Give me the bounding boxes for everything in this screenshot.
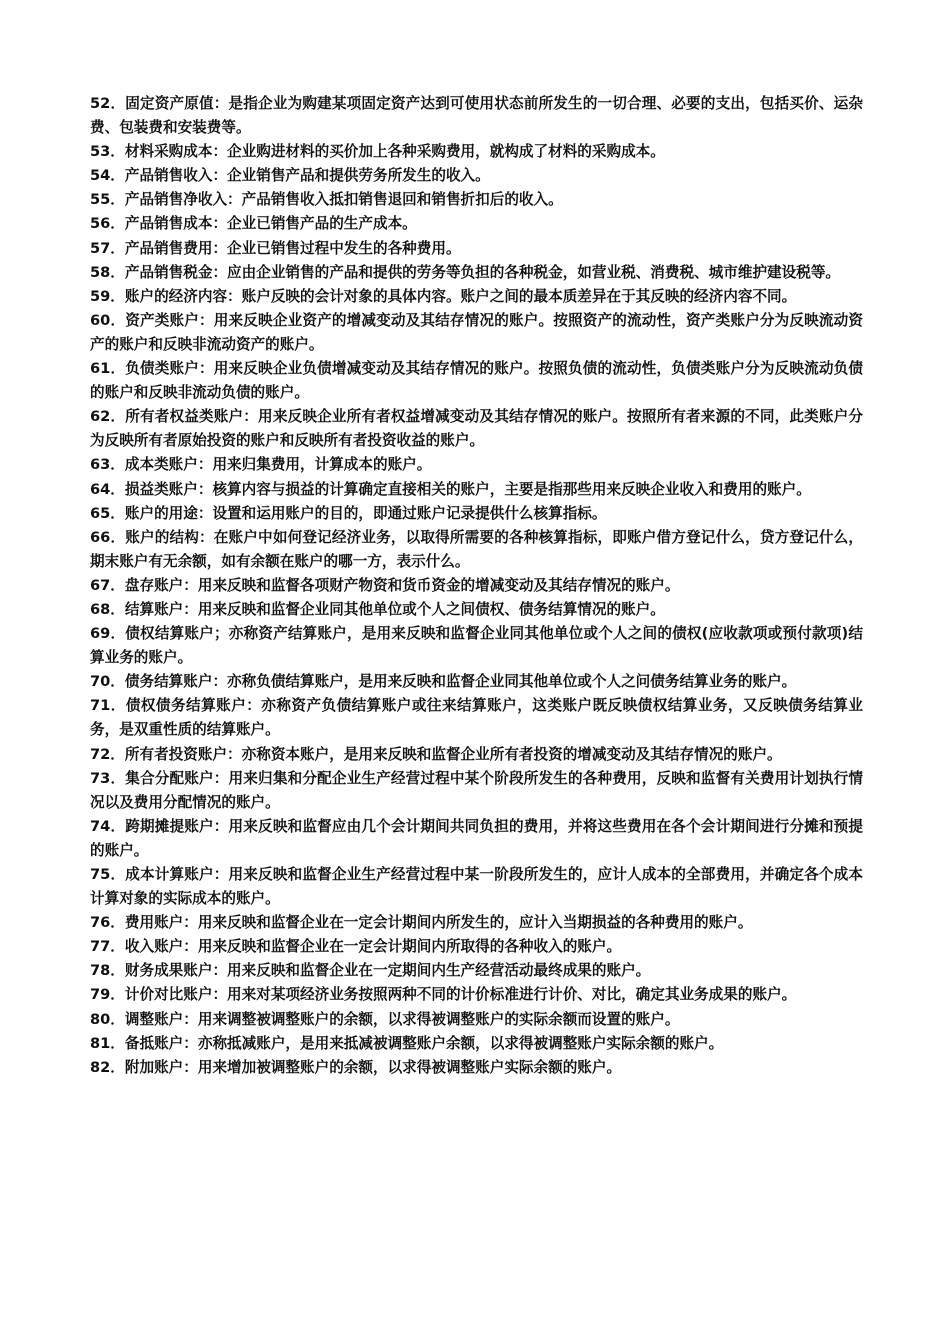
glossary-entry-70: 70．债务结算账户：亦称负债结算账户，是用来反映和监督企业同其他单位或个人之问债务结算业务的账户。 bbox=[90, 673, 797, 691]
glossary-entry-73: 73．集合分配账户：用来归集和分配企业生产经营过程中某个阶段所发生的各种费用，反映和监督有关费用计划执行情况以及费用分配情况的账户。 bbox=[90, 769, 863, 811]
glossary-entry-77: 77．收入账户：用来反映和监督企业在一定会计期间内所取得的各种收入的账户。 bbox=[90, 938, 622, 956]
glossary-entry-59: 59．账户的经济内容：账户反映的会计对象的具体内容。账户之间的最本质差异在于其反映的经济内容不同。 bbox=[90, 287, 797, 305]
glossary-entry-61: 61．负债类账户：用来反映企业负债增减变动及其结存情况的账户。按照负债的流动性，负债类账户分为反映流动负债的账户和反映非流动负债的账户。 bbox=[90, 360, 863, 402]
glossary-entry-66: 66．账户的结构：在账户中如何登记经济业务，以取得所需要的各种核算指标，即账户借方登记什么，贷方登记什么，期末账户有无余额，如有余额在账户的哪一方，表示什么。 bbox=[90, 528, 863, 570]
glossary-entry-79: 79．计价对比账户：用来对某项经济业务按照两种不同的计价标准进行计价、对比，确定其业务成果的账户。 bbox=[90, 986, 797, 1004]
glossary-entry-63: 63．成本类账户：用来归集费用，计算成本的账户。 bbox=[90, 456, 432, 474]
glossary-entry-82: 82．附加账户：用来增加被调整账户的余额，以求得被调整账户实际余额的账户。 bbox=[90, 1058, 622, 1076]
glossary-entry-68: 68．结算账户：用来反映和监督企业同其他单位或个人之间债权、债务结算情况的账户。 bbox=[90, 600, 665, 618]
glossary-entry-58: 58．产品销售税金：应由企业销售的产品和提供的劳务等负担的各种税金，如营业税、消费税、城市维护建设税等。 bbox=[90, 263, 841, 281]
glossary-entry-55: 55．产品销售净收入：产品销售收入抵扣销售退回和销售折扣后的收入。 bbox=[90, 191, 563, 209]
glossary-entry-80: 80．调整账户：用来调整被调整账户的余额，以求得被调整账户的实际余额而设置的账户。 bbox=[90, 1010, 680, 1028]
glossary-entry-65: 65．账户的用途：设置和运用账户的目的，即通过账户记录提供什么核算指标。 bbox=[90, 504, 607, 522]
glossary-entry-72: 72．所有者投资账户：亦称资本账户，是用来反映和监督企业所有者投资的增减变动及其结存情况的账户。 bbox=[90, 745, 782, 763]
glossary-entry-78: 78．财务成果账户：用来反映和监督企业在一定期间内生产经营活动最终成果的账户。 bbox=[90, 962, 651, 980]
glossary-entry-57: 57．产品销售费用：企业已销售过程中发生的各种费用。 bbox=[90, 239, 461, 257]
glossary-entry-54: 54．产品销售收入：企业销售产品和提供劳务所发生的收入。 bbox=[90, 167, 490, 185]
glossary-entry-56: 56．产品销售成本：企业已销售产品的生产成本。 bbox=[90, 215, 417, 233]
glossary-entry-67: 67．盘存账户：用来反映和监督各项财产物资和货币资金的增减变动及其结存情况的账户。 bbox=[90, 576, 680, 594]
document-page bbox=[90, 92, 863, 1080]
glossary-entry-75: 75．成本计算账户：用来反映和监督企业生产经营过程中某一阶段所发生的，应计人成本的全部费用，并确定各个成本计算对象的实际成本的账户。 bbox=[90, 866, 863, 908]
glossary-entry-52: 52．固定资产原值：是指企业为购建某项固定资产达到可使用状态前所发生的一切合理、必要的支出，包括买价、运杂费、包装费和安装费等。 bbox=[90, 95, 863, 137]
glossary-entry-81: 81．备抵账户：亦称抵减账户，是用来抵减被调整账户余额，以求得被调整账户实际余额的账户。 bbox=[90, 1034, 724, 1052]
glossary-entry-71: 71．债权债务结算账户：亦称资产负债结算账户或往来结算账户，这类账户既反映债权结算业务，又反映债务结算业务，是双重性质的结算账户。 bbox=[90, 697, 863, 739]
glossary-entry-53: 53．材料采购成本：企业购进材料的买价加上各种采购费用，就构成了材料的采购成本。 bbox=[90, 143, 665, 161]
glossary-entry-64: 64．损益类账户：核算内容与损益的计算确定直接相关的账户，主要是指那些用来反映企业收入和费用的账户。 bbox=[90, 480, 811, 498]
glossary-entry-74: 74．跨期摊提账户：用来反映和监督应由几个会计期间共同负担的费用，并将这些费用在各个会计期间进行分摊和预提的账户。 bbox=[90, 817, 863, 859]
glossary-entry-62: 62．所有者权益类账户：用来反映企业所有者权益增减变动及其结存情况的账户。按照所有者来源的不同，此类账户分为反映所有者原始投资的账户和反映所有者投资收益的账户。 bbox=[90, 408, 863, 450]
glossary-entry-76: 76．费用账户：用来反映和监督企业在一定会计期间内所发生的，应计入当期损益的各种费用的账户。 bbox=[90, 914, 753, 932]
glossary-entry-69: 69．债权结算账户；亦称资产结算账户，是用来反映和监督企业同其他单位或个人之间的债权(应收款项或预付款项)结算业务的账户。 bbox=[90, 625, 863, 667]
glossary-entry-60: 60．资产类账户：用来反映企业资产的增减变动及其结存情况的账户。按照资产的流动性，资产类账户分为反映流动资产的账户和反映非流动资产的账户。 bbox=[90, 311, 863, 353]
